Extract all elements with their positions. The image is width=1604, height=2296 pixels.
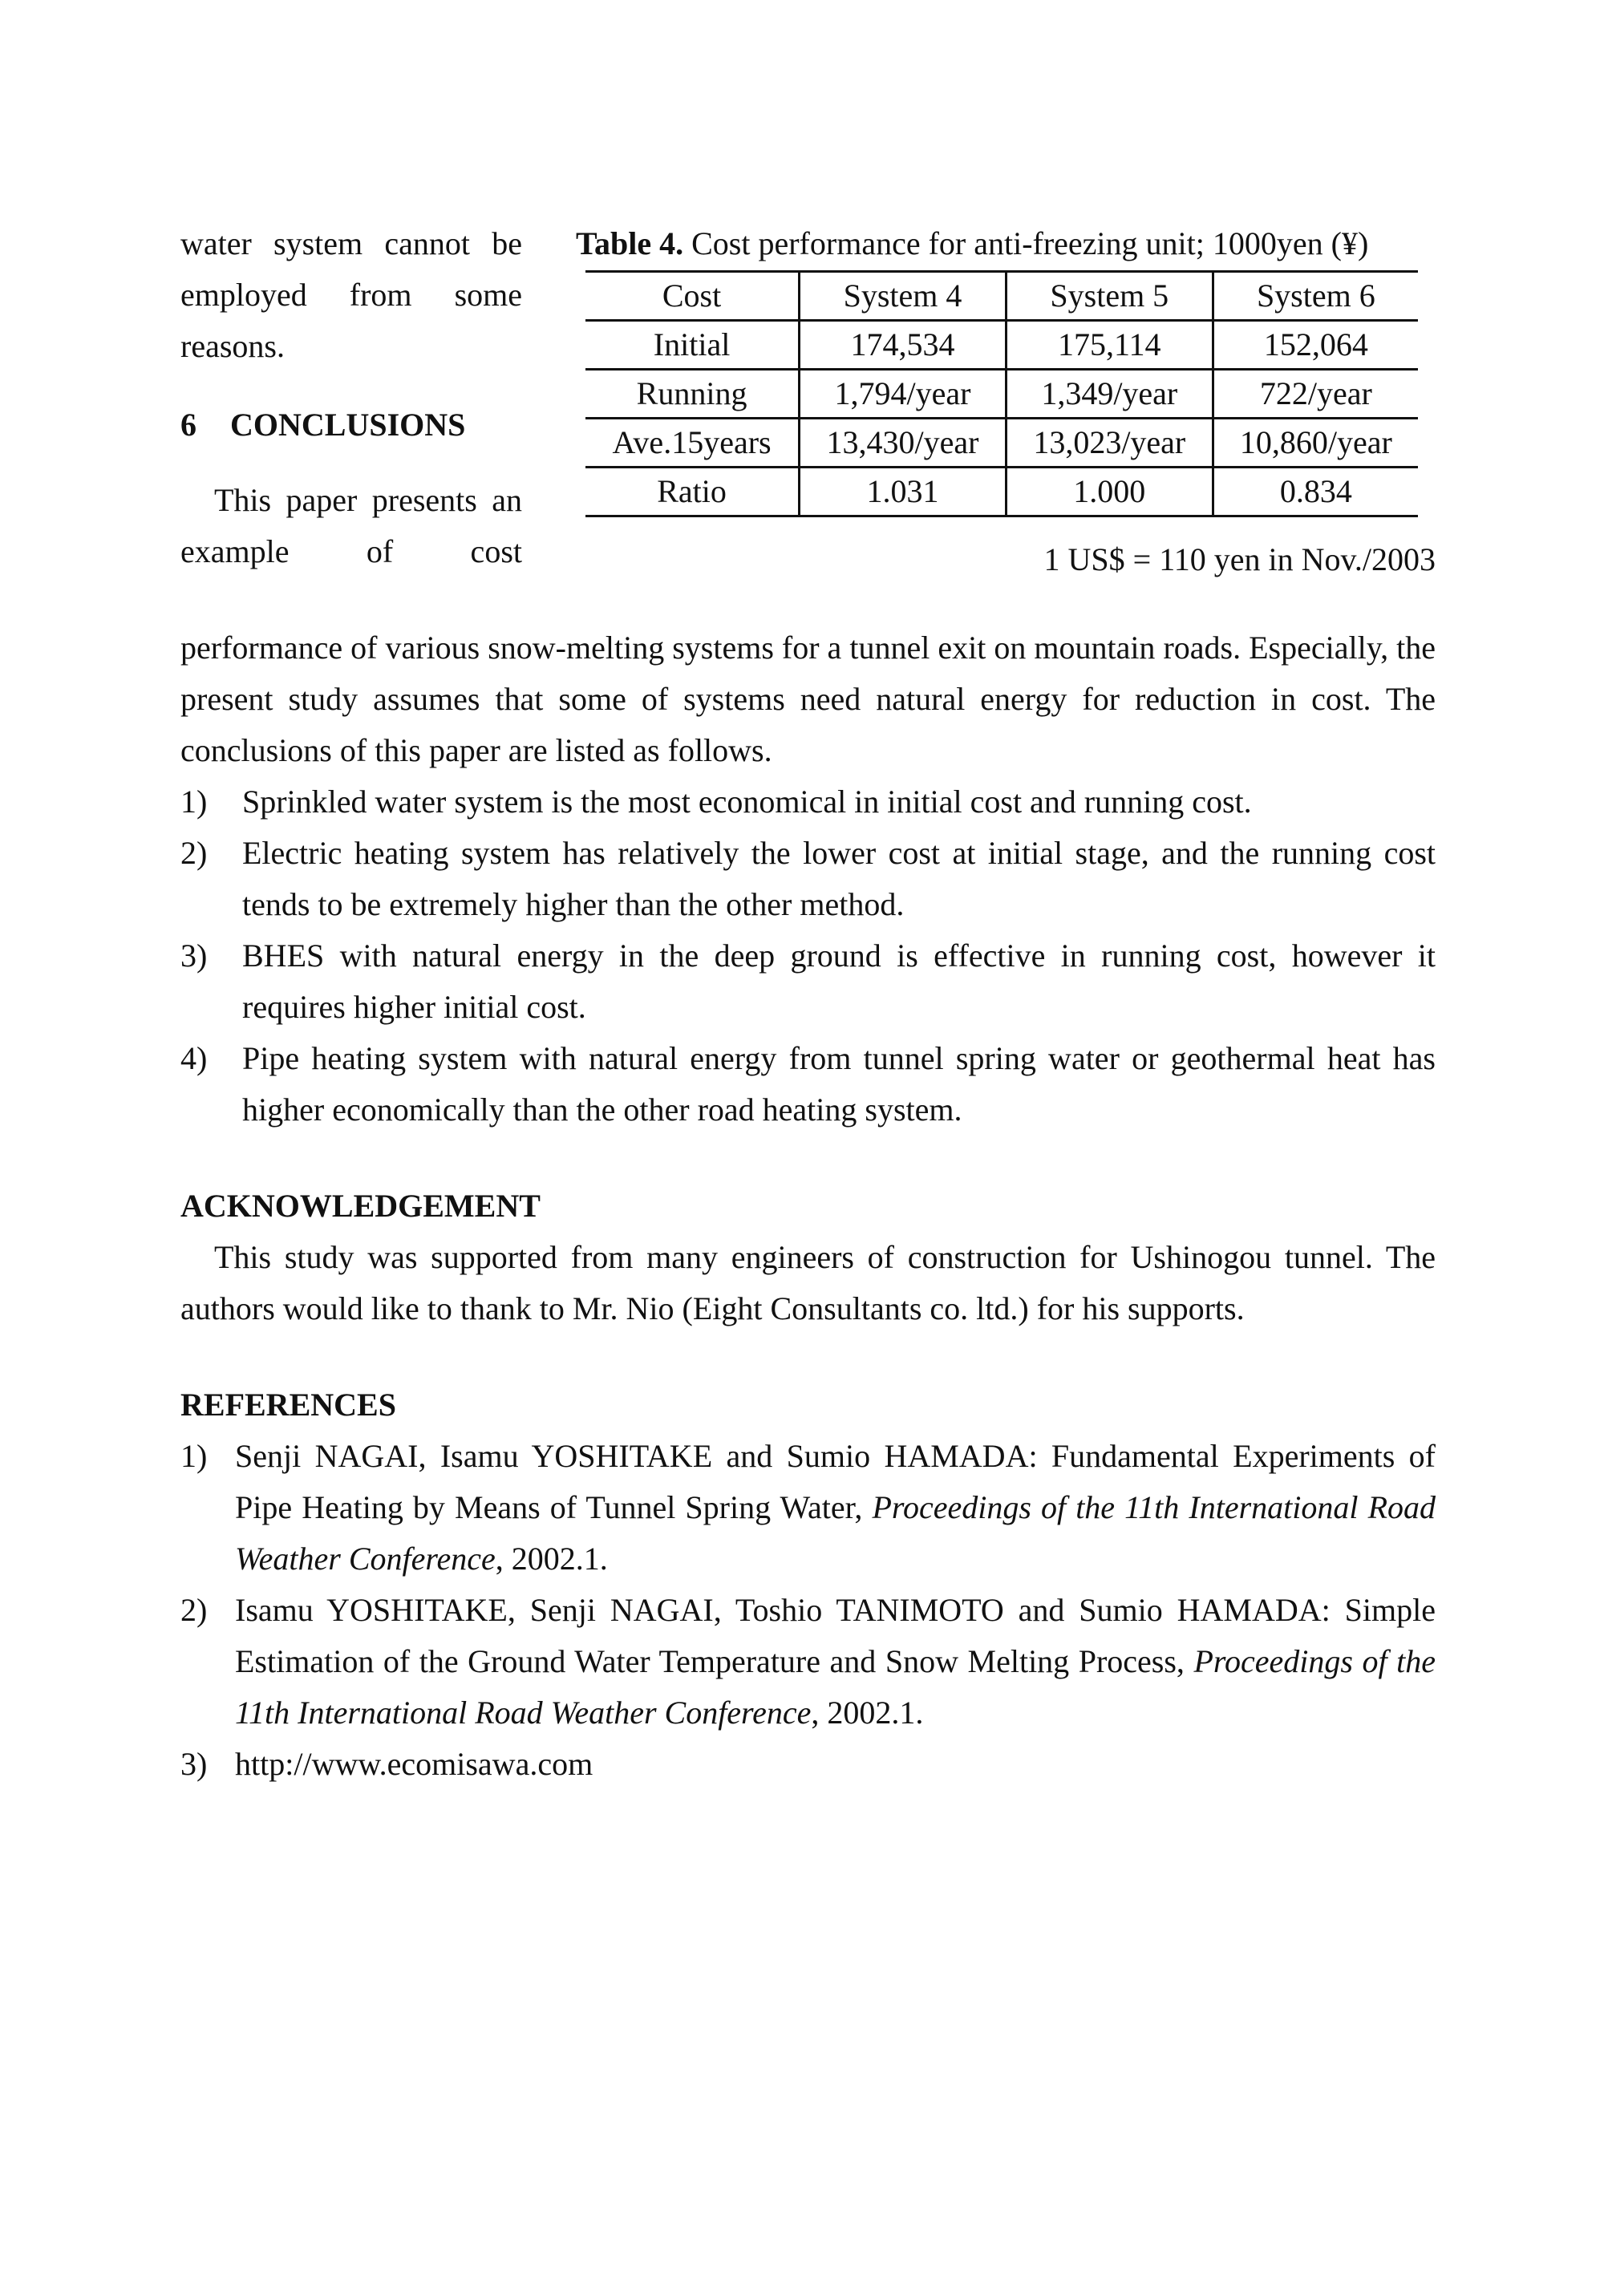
reference-year: , 2002.1. [811, 1695, 924, 1731]
table-cell: 13,023/year [1006, 419, 1213, 468]
reference-authors-title: Isamu YOSHITAKE, Senji NAGAI, Toshio TANIMOTO and Sumio HAMADA: Simple Estimation of the Ground Water Temperature and Snow Melting Process, [235, 1592, 1436, 1679]
table-row [585, 419, 1418, 468]
header-cell: System 6 [1213, 272, 1418, 321]
left-text-line: reasons. [180, 328, 285, 364]
list-text: Pipe heating system with natural energy from tunnel spring water or geothermal heat has higher economically than the other road heating system. [242, 1040, 1436, 1128]
list-number: 2) [180, 835, 208, 871]
reference-url[interactable]: http://www.ecomisawa.com [235, 1746, 593, 1782]
table-cell: 722/year [1213, 370, 1418, 419]
conclusions-paragraph [180, 622, 1436, 776]
intro-line: This paper presents an [214, 482, 522, 518]
table-cell: 1,349/year [1006, 370, 1213, 419]
list-text: Electric heating system has relatively the lower cost at initial stage, and the running cost tends to be extremely higher than the other method. [242, 835, 1436, 922]
spacer [180, 372, 522, 399]
table-row [585, 468, 1418, 516]
list-number: 3) [180, 937, 208, 974]
list-text: BHES with natural energy in the deep ground is effective in running cost, however it requires higher initial cost. [242, 937, 1436, 1025]
table-cell: 152,064 [1213, 321, 1418, 370]
reference-text [235, 1585, 1436, 1739]
acknowledgement-heading: ACKNOWLEDGEMENT [180, 1188, 541, 1224]
table-cell: 13,430/year [800, 419, 1007, 468]
section-heading [180, 399, 522, 451]
table-cell: 174,534 [800, 321, 1007, 370]
references-heading: REFERENCES [180, 1387, 396, 1423]
table-cell: 1.031 [800, 468, 1007, 516]
table-cell: 1,794/year [800, 370, 1007, 419]
table-caption [576, 218, 1436, 269]
section-title: CONCLUSIONS [230, 407, 466, 443]
section-number: 6 [180, 407, 196, 443]
table-caption-text: Cost performance for anti-freezing unit; 1000yen (¥) [691, 225, 1369, 261]
left-text-line: water system cannot be [180, 225, 522, 261]
reference-number: 3) [180, 1746, 208, 1782]
table-row [585, 370, 1418, 419]
table-cell: Ratio [585, 468, 800, 516]
reference-text [235, 1431, 1436, 1585]
table-cell: Ave.15years [585, 419, 800, 468]
table-cell: 0.834 [1213, 468, 1418, 516]
table-cell: Initial [585, 321, 800, 370]
table-cell: 175,114 [1006, 321, 1213, 370]
list-number: 1) [180, 784, 208, 820]
left-text-line: employed from some [180, 277, 522, 313]
table-label: Table 4. [576, 225, 684, 261]
header-cell: System 4 [800, 272, 1007, 321]
reference-year: , 2002.1. [495, 1541, 608, 1577]
table-cell: Running [585, 370, 800, 419]
reference-number: 2) [180, 1592, 208, 1628]
table-cell: 10,860/year [1213, 419, 1418, 468]
table-row [585, 321, 1418, 370]
intro-line: example of cost [180, 533, 522, 569]
reference-venue: Proceedings of the 11th International Road Weather Conference [235, 1643, 1436, 1731]
table-header-row [585, 272, 1418, 321]
exchange-rate-note: 1 US$ = 110 yen in Nov./2003 [1043, 541, 1436, 577]
reference-number: 1) [180, 1438, 208, 1474]
conclusions-text: performance of various snow-melting systems for a tunnel exit on mountain roads. Especially, the present study assumes that some of systems need natural energy for reduction in cost. The conclusions of this paper are listed as follows. [180, 630, 1436, 768]
list-number: 4) [180, 1040, 208, 1076]
reference-authors-title: Senji NAGAI, Isamu YOSHITAKE and Sumio HAMADA: Fundamental Experiments of Pipe Heating by Means of Tunnel Spring Water, [235, 1438, 1436, 1525]
reference-venue: Proceedings of the 11th International Road Weather Conference [235, 1489, 1436, 1577]
list-text: Sprinkled water system is the most economical in initial cost and running cost. [242, 784, 1252, 820]
header-cell: System 5 [1006, 272, 1213, 321]
table-cell: 1.000 [1006, 468, 1213, 516]
cost-performance-table [585, 270, 1418, 517]
header-cell: Cost [585, 272, 800, 321]
acknowledgement-text: This study was supported from many engineers of construction for Ushinogou tunnel. The authors would like to thank to Mr. Nio (Eight Consultants co. ltd.) for his supports. [180, 1239, 1436, 1326]
left-column [180, 218, 522, 577]
